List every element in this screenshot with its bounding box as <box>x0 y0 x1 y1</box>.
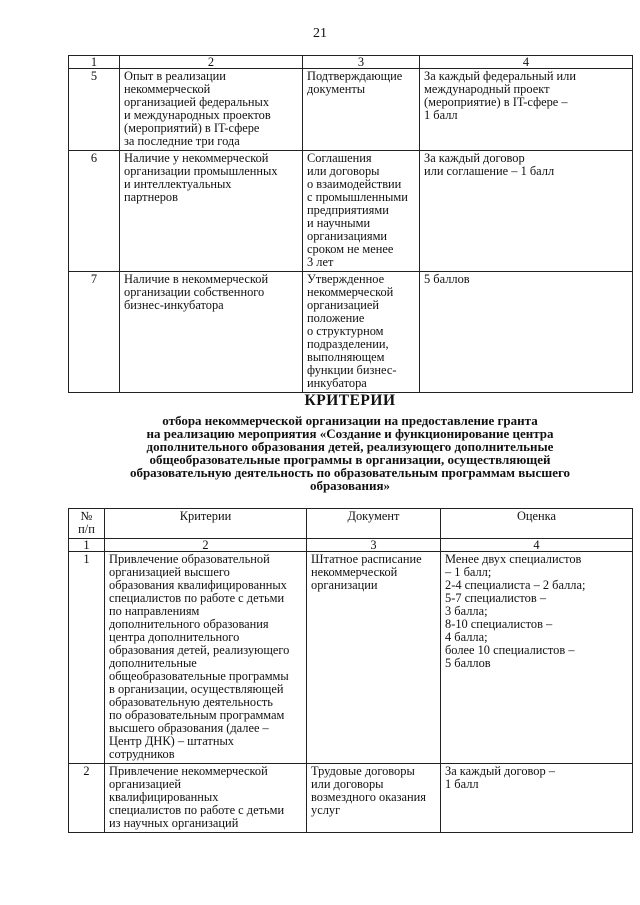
row-number: 6 <box>69 151 120 272</box>
table-header-cell: 4 <box>420 56 633 69</box>
criterion-cell: Опыт в реализации некоммерческой организацией федеральных и международных проектов (мероприятий) в IT-сфере за последние три года <box>120 69 303 151</box>
criteria-table <box>68 508 633 833</box>
table-row <box>69 151 633 272</box>
criterion-cell: Наличие в некоммерческой организации собственного бизнес-инкубатора <box>120 272 303 393</box>
score-cell: За каждый договор или соглашение – 1 балл <box>420 151 633 272</box>
table-index-row <box>69 539 633 552</box>
criteria-table-continued <box>68 55 633 393</box>
document-cell: Подтверждающие документы <box>303 69 420 151</box>
document-cell: Соглашения или договоры о взаимодействии с промышленными предприятиями и научными организациями сроком не менее 3 лет <box>303 151 420 272</box>
criterion-cell: Привлечение некоммерческой организацией квалифицированных специалистов по работе с детьми из научных организаций <box>105 764 307 833</box>
criteria-subtitle: отбора некоммерческой организации на предоставление гранта на реализацию мероприятия «Создание и функционирование центра дополнительного образования детей, реализующего дополнительные общеобразовательные программы в организации, осуществляющей образовательную деятельность по образовательным программам высшего образования» <box>129 413 571 493</box>
table-row <box>69 69 633 151</box>
row-number: 1 <box>69 552 105 764</box>
table-header-cell: 3 <box>303 56 420 69</box>
row-number: 2 <box>69 764 105 833</box>
score-cell: Менее двух специалистов – 1 балл; 2-4 специалиста – 2 балла; 5-7 специалистов – 3 балла; 8-10 специалистов – 4 балла; более 10 специалистов – 5 баллов <box>441 552 633 764</box>
document-cell: Утвержденное некоммерческой организацией положение о структурном подразделении, выполняющем функции бизнес- инкубатора <box>303 272 420 393</box>
table-row <box>69 272 633 393</box>
document-cell: Трудовые договоры или договоры возмездного оказания услуг <box>307 764 441 833</box>
document-cell: Штатное расписание некоммерческой организации <box>307 552 441 764</box>
score-cell: За каждый федеральный или международный проект (мероприятие) в IT-сфере – 1 балл <box>420 69 633 151</box>
criterion-cell: Наличие у некоммерческой организации промышленных и интеллектуальных партнеров <box>120 151 303 272</box>
table-index-row <box>69 56 633 69</box>
table-index-cell: 1 <box>69 539 105 552</box>
criterion-cell: Привлечение образовательной организацией высшего образования квалифицированных специалистов по работе с детьми по направлениям дополнительного образования центра дополнительного образования детей, реализующего дополнительные общеобразовательные программы в организации, осуществляющей образовательную деятельность по образовательным программам высшего образования (далее – Центр ДНК) – штатных сотрудников <box>105 552 307 764</box>
table-header-cell: 2 <box>120 56 303 69</box>
score-cell: 5 баллов <box>420 272 633 393</box>
row-number: 5 <box>69 69 120 151</box>
column-header-criteria: Критерии <box>105 509 307 539</box>
table-index-cell: 4 <box>441 539 633 552</box>
score-cell: За каждый договор – 1 балл <box>441 764 633 833</box>
table-header-cell: 1 <box>69 56 120 69</box>
table-row <box>69 552 633 764</box>
column-header-document: Документ <box>307 509 441 539</box>
table-header-row <box>69 509 633 539</box>
table-index-cell: 2 <box>105 539 307 552</box>
column-header-score: Оценка <box>441 509 633 539</box>
table-row <box>69 764 633 833</box>
criteria-title: КРИТЕРИИ <box>304 392 396 409</box>
page-number: 21 <box>313 26 327 41</box>
row-number: 7 <box>69 272 120 393</box>
column-header-number: № п/п <box>69 509 105 539</box>
table-index-cell: 3 <box>307 539 441 552</box>
